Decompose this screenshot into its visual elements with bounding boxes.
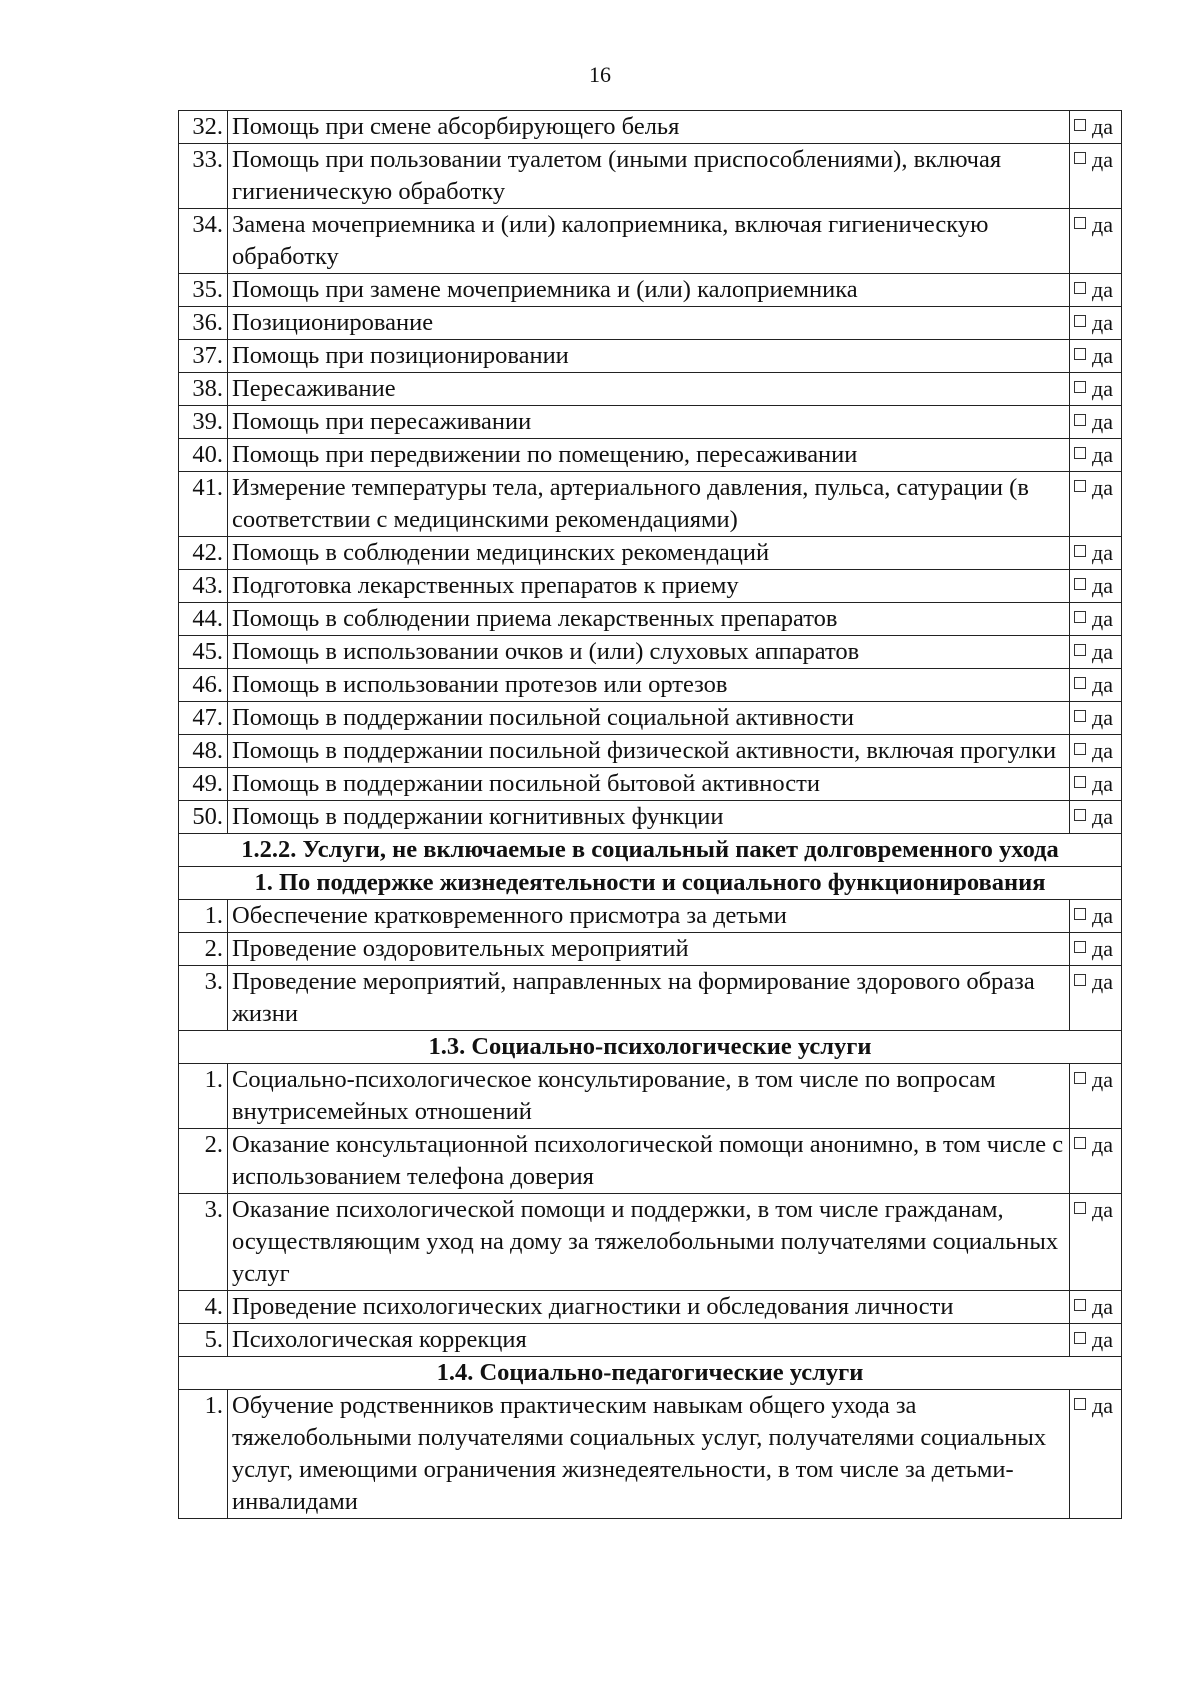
service-description: Проведение оздоровительных мероприятий bbox=[228, 933, 1070, 966]
yes-label: да bbox=[1092, 969, 1113, 994]
yes-option-cell bbox=[1070, 373, 1122, 406]
service-description: Обеспечение кратковременного присмотра за детьми bbox=[228, 900, 1070, 933]
table-row bbox=[179, 603, 1122, 636]
yes-label: да bbox=[1092, 475, 1113, 500]
yes-option-cell bbox=[1070, 1129, 1122, 1194]
yes-option-cell bbox=[1070, 472, 1122, 537]
section-header-row bbox=[179, 867, 1122, 900]
item-number: 45. bbox=[179, 636, 228, 669]
service-description: Помощь при позиционировании bbox=[228, 340, 1070, 373]
checkbox-icon[interactable] bbox=[1074, 1072, 1086, 1084]
yes-label: да bbox=[1092, 1393, 1113, 1418]
page-number: 16 bbox=[589, 62, 611, 87]
table-row bbox=[179, 702, 1122, 735]
table-row bbox=[179, 1194, 1122, 1291]
yes-option-cell bbox=[1070, 735, 1122, 768]
checkbox-icon[interactable] bbox=[1074, 974, 1086, 986]
item-number: 41. bbox=[179, 472, 228, 537]
yes-option-cell bbox=[1070, 1324, 1122, 1357]
checkbox-icon[interactable] bbox=[1074, 152, 1086, 164]
item-number: 2. bbox=[179, 1129, 228, 1194]
service-description: Оказание консультационной психологической помощи анонимно, в том числе с использованием телефона доверия bbox=[228, 1129, 1070, 1194]
section-header-row bbox=[179, 1031, 1122, 1064]
item-number: 1. bbox=[179, 900, 228, 933]
item-number: 3. bbox=[179, 966, 228, 1031]
item-number: 36. bbox=[179, 307, 228, 340]
table-row bbox=[179, 1324, 1122, 1357]
item-number: 35. bbox=[179, 274, 228, 307]
yes-label: да bbox=[1092, 771, 1113, 796]
yes-label: да bbox=[1092, 147, 1113, 172]
yes-label: да bbox=[1092, 804, 1113, 829]
service-description: Помощь в поддержании когнитивных функции bbox=[228, 801, 1070, 834]
item-number: 44. bbox=[179, 603, 228, 636]
yes-option-cell bbox=[1070, 144, 1122, 209]
yes-label: да bbox=[1092, 409, 1113, 434]
yes-option-cell bbox=[1070, 111, 1122, 144]
service-description: Помощь при смене абсорбирующего белья bbox=[228, 111, 1070, 144]
service-description: Помощь при пересаживании bbox=[228, 406, 1070, 439]
item-number: 3. bbox=[179, 1194, 228, 1291]
section-header-row bbox=[179, 1357, 1122, 1390]
checkbox-icon[interactable] bbox=[1074, 414, 1086, 426]
checkbox-icon[interactable] bbox=[1074, 1332, 1086, 1344]
item-number: 40. bbox=[179, 439, 228, 472]
yes-label: да bbox=[1092, 705, 1113, 730]
item-number: 38. bbox=[179, 373, 228, 406]
yes-option-cell bbox=[1070, 406, 1122, 439]
item-number: 4. bbox=[179, 1291, 228, 1324]
yes-label: да bbox=[1092, 738, 1113, 763]
checkbox-icon[interactable] bbox=[1074, 447, 1086, 459]
item-number: 5. bbox=[179, 1324, 228, 1357]
yes-label: да bbox=[1092, 606, 1113, 631]
item-number: 2. bbox=[179, 933, 228, 966]
table-row bbox=[179, 669, 1122, 702]
yes-label: да bbox=[1092, 540, 1113, 565]
table-row bbox=[179, 570, 1122, 603]
yes-option-cell bbox=[1070, 1291, 1122, 1324]
services-table bbox=[178, 110, 1122, 1519]
checkbox-icon[interactable] bbox=[1074, 1299, 1086, 1311]
yes-label: да bbox=[1092, 936, 1113, 961]
yes-label: да bbox=[1092, 310, 1113, 335]
yes-label: да bbox=[1092, 1327, 1113, 1352]
yes-option-cell bbox=[1070, 801, 1122, 834]
yes-option-cell bbox=[1070, 439, 1122, 472]
yes-option-cell bbox=[1070, 768, 1122, 801]
yes-option-cell bbox=[1070, 933, 1122, 966]
service-description: Пересаживание bbox=[228, 373, 1070, 406]
checkbox-icon[interactable] bbox=[1074, 480, 1086, 492]
item-number: 48. bbox=[179, 735, 228, 768]
yes-label: да bbox=[1092, 639, 1113, 664]
service-description: Социально-психологическое консультирование, в том числе по вопросам внутрисемейных отношений bbox=[228, 1064, 1070, 1129]
service-description: Психологическая коррекция bbox=[228, 1324, 1070, 1357]
yes-option-cell bbox=[1070, 603, 1122, 636]
service-description: Помощь в соблюдении медицинских рекомендаций bbox=[228, 537, 1070, 570]
yes-label: да bbox=[1092, 903, 1113, 928]
checkbox-icon[interactable] bbox=[1074, 908, 1086, 920]
item-number: 43. bbox=[179, 570, 228, 603]
checkbox-icon[interactable] bbox=[1074, 644, 1086, 656]
section-title: 1. По поддержке жизнедеятельности и социального функционирования bbox=[179, 867, 1122, 900]
checkbox-icon[interactable] bbox=[1074, 611, 1086, 623]
item-number: 1. bbox=[179, 1390, 228, 1519]
item-number: 49. bbox=[179, 768, 228, 801]
service-description: Проведение мероприятий, направленных на формирование здорового образа жизни bbox=[228, 966, 1070, 1031]
service-description: Помощь при пользовании туалетом (иными приспособлениями), включая гигиеническую обработку bbox=[228, 144, 1070, 209]
service-description: Помощь в поддержании посильной социальной активности bbox=[228, 702, 1070, 735]
item-number: 47. bbox=[179, 702, 228, 735]
yes-option-cell bbox=[1070, 570, 1122, 603]
item-number: 50. bbox=[179, 801, 228, 834]
table-row bbox=[179, 801, 1122, 834]
checkbox-icon[interactable] bbox=[1074, 1137, 1086, 1149]
checkbox-icon[interactable] bbox=[1074, 578, 1086, 590]
yes-label: да bbox=[1092, 1197, 1113, 1222]
yes-option-cell bbox=[1070, 537, 1122, 570]
yes-option-cell bbox=[1070, 1390, 1122, 1519]
yes-label: да bbox=[1092, 442, 1113, 467]
table-row bbox=[179, 1291, 1122, 1324]
table-row bbox=[179, 472, 1122, 537]
section-header-row bbox=[179, 834, 1122, 867]
yes-option-cell bbox=[1070, 1064, 1122, 1129]
checkbox-icon[interactable] bbox=[1074, 941, 1086, 953]
yes-label: да bbox=[1092, 1067, 1113, 1092]
table-row bbox=[179, 274, 1122, 307]
table-row bbox=[179, 111, 1122, 144]
yes-label: да bbox=[1092, 114, 1113, 139]
service-description: Проведение психологических диагностики и обследования личности bbox=[228, 1291, 1070, 1324]
table-row bbox=[179, 373, 1122, 406]
service-description: Позиционирование bbox=[228, 307, 1070, 340]
table-row bbox=[179, 439, 1122, 472]
table-row bbox=[179, 900, 1122, 933]
service-description: Помощь в соблюдении приема лекарственных препаратов bbox=[228, 603, 1070, 636]
checkbox-icon[interactable] bbox=[1074, 315, 1086, 327]
section-title: 1.3. Социально-психологические услуги bbox=[179, 1031, 1122, 1064]
table-row bbox=[179, 1064, 1122, 1129]
checkbox-icon[interactable] bbox=[1074, 119, 1086, 131]
table-row bbox=[179, 768, 1122, 801]
item-number: 39. bbox=[179, 406, 228, 439]
checkbox-icon[interactable] bbox=[1074, 1202, 1086, 1214]
yes-option-cell bbox=[1070, 702, 1122, 735]
services-table-body bbox=[179, 111, 1122, 1519]
table-row bbox=[179, 537, 1122, 570]
yes-option-cell bbox=[1070, 636, 1122, 669]
item-number: 32. bbox=[179, 111, 228, 144]
yes-label: да bbox=[1092, 376, 1113, 401]
checkbox-icon[interactable] bbox=[1074, 545, 1086, 557]
item-number: 34. bbox=[179, 209, 228, 274]
item-number: 46. bbox=[179, 669, 228, 702]
table-row bbox=[179, 735, 1122, 768]
checkbox-icon[interactable] bbox=[1074, 776, 1086, 788]
checkbox-icon[interactable] bbox=[1074, 809, 1086, 821]
service-description: Замена мочеприемника и (или) калоприемника, включая гигиеническую обработку bbox=[228, 209, 1070, 274]
yes-label: да bbox=[1092, 212, 1113, 237]
table-row bbox=[179, 966, 1122, 1031]
yes-option-cell bbox=[1070, 900, 1122, 933]
table-row bbox=[179, 933, 1122, 966]
checkbox-icon[interactable] bbox=[1074, 348, 1086, 360]
service-description: Помощь в поддержании посильной физической активности, включая прогулки bbox=[228, 735, 1070, 768]
service-description: Обучение родственников практическим навыкам общего ухода за тяжелобольными получателями социальных услуг, получателями социальных услуг, имеющими ограничения жизнедеятельности, в том числе за детьми-инвалидами bbox=[228, 1390, 1070, 1519]
yes-option-cell bbox=[1070, 1194, 1122, 1291]
table-row bbox=[179, 1129, 1122, 1194]
item-number: 33. bbox=[179, 144, 228, 209]
yes-option-cell bbox=[1070, 669, 1122, 702]
yes-option-cell bbox=[1070, 209, 1122, 274]
service-description: Помощь при замене мочеприемника и (или) калоприемника bbox=[228, 274, 1070, 307]
table-row bbox=[179, 636, 1122, 669]
yes-option-cell bbox=[1070, 966, 1122, 1031]
yes-label: да bbox=[1092, 277, 1113, 302]
checkbox-icon[interactable] bbox=[1074, 710, 1086, 722]
yes-label: да bbox=[1092, 573, 1113, 598]
yes-label: да bbox=[1092, 1132, 1113, 1157]
service-description: Оказание психологической помощи и поддержки, в том числе гражданам, осуществляющим уход на дому за тяжелобольными получателями социальных услуг bbox=[228, 1194, 1070, 1291]
yes-option-cell bbox=[1070, 340, 1122, 373]
yes-label: да bbox=[1092, 672, 1113, 697]
section-title: 1.4. Социально-педагогические услуги bbox=[179, 1357, 1122, 1390]
section-title: 1.2.2. Услуги, не включаемые в социальный пакет долговременного ухода bbox=[179, 834, 1122, 867]
table-row bbox=[179, 307, 1122, 340]
checkbox-icon[interactable] bbox=[1074, 677, 1086, 689]
yes-label: да bbox=[1092, 1294, 1113, 1319]
checkbox-icon[interactable] bbox=[1074, 1398, 1086, 1410]
table-row bbox=[179, 1390, 1122, 1519]
item-number: 42. bbox=[179, 537, 228, 570]
service-description: Помощь в использовании протезов или ортезов bbox=[228, 669, 1070, 702]
service-description: Помощь при передвижении по помещению, пересаживании bbox=[228, 439, 1070, 472]
table-row bbox=[179, 406, 1122, 439]
table-row bbox=[179, 209, 1122, 274]
service-description: Помощь в поддержании посильной бытовой активности bbox=[228, 768, 1070, 801]
checkbox-icon[interactable] bbox=[1074, 282, 1086, 294]
service-description: Измерение температуры тела, артериального давления, пульса, сатурации (в соответствии с медицинскими рекомендациями) bbox=[228, 472, 1070, 537]
service-description: Подготовка лекарственных препаратов к приему bbox=[228, 570, 1070, 603]
item-number: 37. bbox=[179, 340, 228, 373]
table-row bbox=[179, 340, 1122, 373]
item-number: 1. bbox=[179, 1064, 228, 1129]
checkbox-icon[interactable] bbox=[1074, 217, 1086, 229]
yes-label: да bbox=[1092, 343, 1113, 368]
table-row bbox=[179, 144, 1122, 209]
yes-option-cell bbox=[1070, 274, 1122, 307]
checkbox-icon[interactable] bbox=[1074, 381, 1086, 393]
service-description: Помощь в использовании очков и (или) слуховых аппаратов bbox=[228, 636, 1070, 669]
yes-option-cell bbox=[1070, 307, 1122, 340]
checkbox-icon[interactable] bbox=[1074, 743, 1086, 755]
